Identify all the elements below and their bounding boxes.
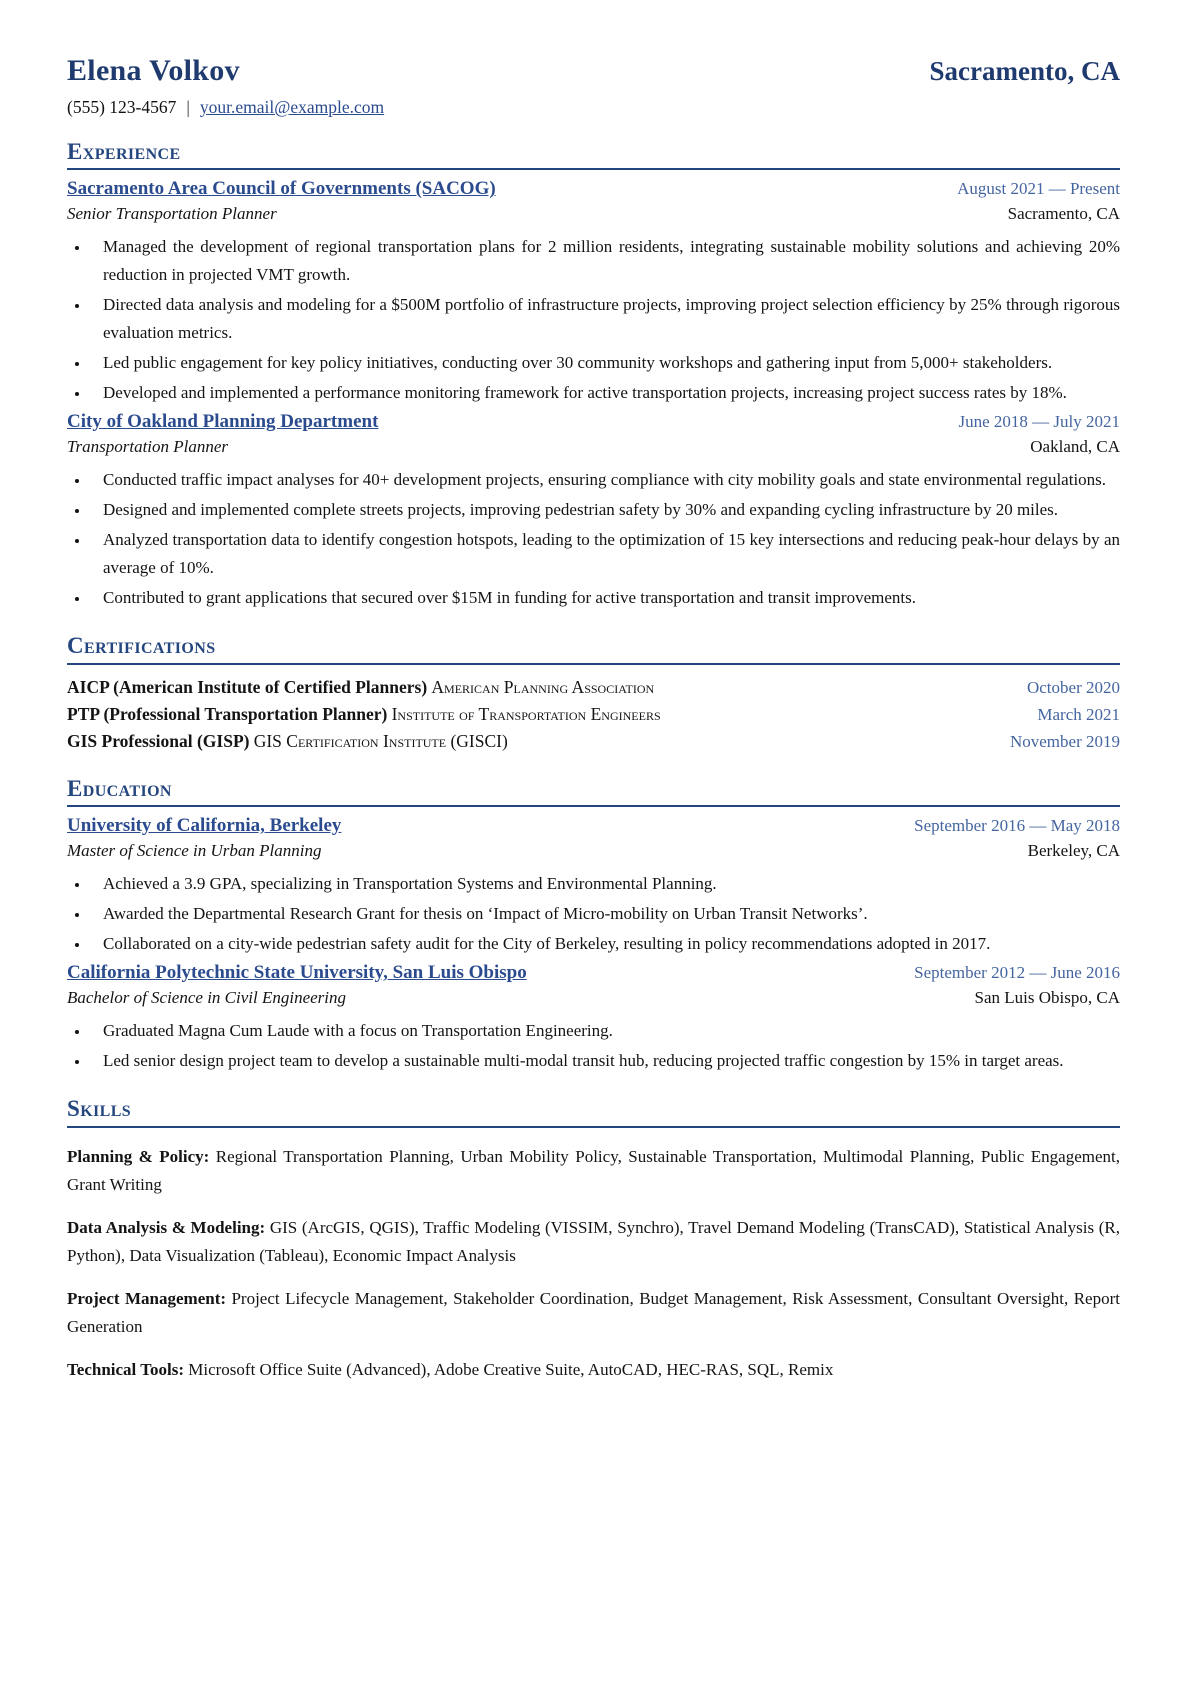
person-name: Elena Volkov [67,54,240,87]
entry-title-row [67,962,1120,984]
skill-group-text: Microsoft Office Suite (Advanced), Adobe Creative Suite, AutoCAD, HEC-RAS, SQL, Remix [188,1359,834,1379]
bullet-item: • Collaborated on a city-wide pedestrian safety audit for the City of Berkeley, resulting in policy recommendations adopted in 2017. [90,930,1120,958]
bullet-item: • Graduated Magna Cum Laude with a focus on Transportation Engineering. [90,1017,1120,1045]
certification-name: PTP (Professional Transportation Planner) [67,703,388,724]
email-link[interactable]: your.email@example.com [199,97,385,117]
bullet-item: • Contributed to grant applications that secured over $15M in funding for active transportation and transit improvements. [90,584,1120,612]
skill-group-text: Regional Transportation Planning, Urban Mobility Policy, Sustainable Transportation, Multimodal Planning, Public Engagement, Grant Writing [67,1146,1120,1194]
degree-location: San Luis Obispo, CA [974,988,1120,1008]
job-title: Senior Transportation Planner [67,204,277,224]
certification-row [67,701,1120,728]
certification-label [67,728,508,755]
skill-group-project-management [67,1285,1120,1341]
institution-link-berkeley[interactable]: University of California, Berkeley [67,815,342,837]
certifications-heading: Certifications [67,633,1120,664]
contact-line [67,97,1120,118]
experience-entry-oakland [67,411,1120,612]
bullet-item: • Directed data analysis and modeling for a $500M portfolio of infrastructure projects, improving project selection efficiency by 25% through rigorous evaluation metrics. [90,291,1120,347]
degree-title: Master of Science in Urban Planning [67,841,322,861]
entry-subtitle-row [67,988,1120,1008]
certification-label [67,701,661,728]
section-education [67,776,1120,1075]
bullet-item: • Developed and implemented a performance monitoring framework for active transportation projects, increasing project success rates by 18%. [90,379,1120,407]
entry-subtitle-row [67,204,1120,224]
section-skills [67,1096,1120,1383]
certification-date: October 2020 [1026,677,1120,697]
bullet-item: • Achieved a 3.9 GPA, specializing in Transportation Systems and Environmental Planning. [90,870,1120,898]
skill-group-label: Data Analysis & Modeling: [67,1217,266,1237]
job-location: Sacramento, CA [1007,204,1120,224]
education-heading: Education [67,776,1120,807]
entry-title-row [67,815,1120,837]
skill-group-label: Technical Tools: [67,1359,184,1379]
entry-title-row [67,411,1120,433]
entry-dates: August 2021 — Present [957,179,1120,199]
bullet-item: • Awarded the Departmental Research Grant for thesis on ‘Impact of Micro-mobility on Urban Transit Networks’. [90,900,1120,928]
certification-label [67,674,654,701]
bullet-item: • Conducted traffic impact analyses for 40+ development projects, ensuring compliance with city mobility goals and state environmental regulations. [90,466,1120,494]
section-experience [67,139,1120,612]
certification-row [67,728,1120,755]
entry-dates: June 2018 — July 2021 [958,412,1120,432]
section-certifications [67,633,1120,754]
certification-issuer: Institute of Transportation Engineers [391,703,661,724]
entry-title-row [67,178,1120,200]
certification-name: AICP (American Institute of Certified Planners) [67,676,428,697]
skill-group-planning-policy [67,1143,1120,1199]
certification-date: November 2019 [1009,731,1120,751]
bullet-item: • Designed and implemented complete streets projects, improving pedestrian safety by 30% and expanding cycling infrastructure by 20 miles. [90,496,1120,524]
certification-name: GIS Professional (GISP) [67,730,250,751]
experience-bullets [67,466,1120,612]
experience-entry-sacog [67,178,1120,407]
skills-heading: Skills [67,1096,1120,1127]
institution-link-calpoly[interactable]: California Polytechnic State University, San Luis Obispo [67,962,527,984]
person-location: Sacramento, CA [929,56,1120,86]
entry-subtitle-row [67,841,1120,861]
phone-number: (555) 123-4567 [67,97,177,117]
experience-bullets [67,233,1120,407]
education-bullets [67,1017,1120,1075]
degree-location: Berkeley, CA [1027,841,1120,861]
entry-dates: September 2016 — May 2018 [914,816,1120,836]
experience-heading: Experience [67,139,1120,170]
skill-group-technical-tools [67,1356,1120,1384]
education-entry-calpoly [67,962,1120,1075]
skill-group-data-analysis [67,1214,1120,1270]
organization-link-sacog[interactable]: Sacramento Area Council of Governments (SACOG) [67,178,496,200]
skill-group-text: GIS (ArcGIS, QGIS), Traffic Modeling (VISSIM, Synchro), Travel Demand Modeling (TransCAD), Statistical Analysis (R, Python), Data Visualization (Tableau), Economic Impact Analysis [67,1217,1120,1265]
entry-dates: September 2012 — June 2016 [914,963,1120,983]
bullet-item: • Managed the development of regional transportation plans for 2 million residents, integrating sustainable mobility solutions and achieving 20% reduction in projected VMT growth. [90,233,1120,289]
education-entry-berkeley [67,815,1120,958]
certifications-list [67,674,1120,755]
education-bullets [67,870,1120,958]
name-row [67,54,1120,88]
contact-separator: | [186,97,190,117]
skill-group-text: Project Lifecycle Management, Stakeholder Coordination, Budget Management, Risk Assessment, Consultant Oversight, Report Generation [67,1288,1120,1336]
resume-header [67,54,1120,118]
certification-row [67,674,1120,701]
bullet-item: • Led senior design project team to develop a sustainable multi-modal transit hub, reducing projected traffic congestion by 15% in target areas. [90,1047,1120,1075]
job-title: Transportation Planner [67,437,229,457]
certification-issuer: American Planning Association [431,676,655,697]
skill-group-label: Planning & Policy: [67,1146,210,1166]
skill-group-label: Project Management: [67,1288,227,1308]
bullet-item: • Analyzed transportation data to identify congestion hotspots, leading to the optimization of 15 key intersections and reducing peak-hour delays by an average of 10%. [90,526,1120,582]
certification-issuer: GIS Certification Institute (GISCI) [253,730,508,751]
entry-subtitle-row [67,437,1120,457]
degree-title: Bachelor of Science in Civil Engineering [67,988,347,1008]
bullet-item: • Led public engagement for key policy initiatives, conducting over 30 community workshops and gathering input from 5,000+ stakeholders. [90,349,1120,377]
certification-date: March 2021 [1037,704,1120,724]
job-location: Oakland, CA [1030,437,1120,457]
organization-link-oakland[interactable]: City of Oakland Planning Department [67,411,379,433]
